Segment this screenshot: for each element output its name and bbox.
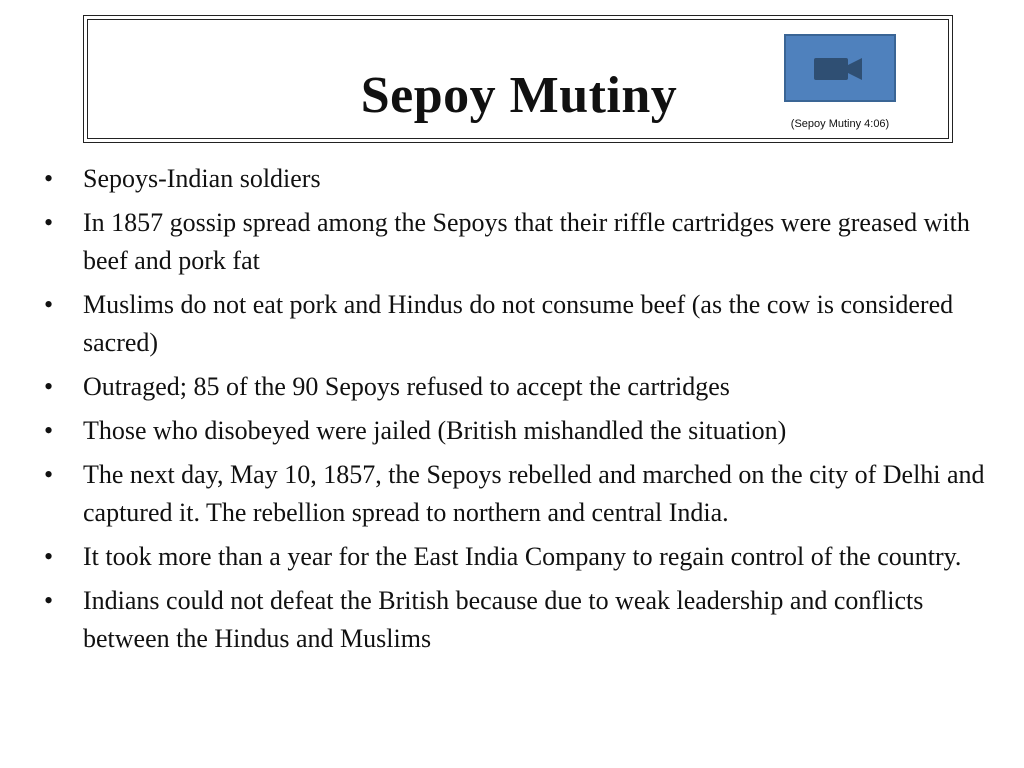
slide-title: Sepoy Mutiny [360, 67, 678, 124]
bullet-text: In 1857 gossip spread among the Sepoys that their riffle cartridges were greased with beef and pork fat [83, 208, 970, 275]
bullet-dot: • [44, 372, 54, 401]
bullet-dot: • [44, 164, 54, 193]
bullet-dot: • [44, 290, 54, 319]
video-play-button[interactable] [784, 34, 896, 102]
bullet-dot: • [44, 208, 54, 237]
bullet-text: It took more than a year for the East India Company to regain control of the country. [83, 542, 962, 571]
bullet-dot: • [44, 586, 54, 615]
bullet-item [40, 412, 990, 450]
bullet-item [40, 204, 990, 280]
bullet-item [40, 368, 990, 406]
video-camera-icon [812, 54, 868, 84]
bullet-text: Muslims do not eat pork and Hindus do not consume beef (as the cow is considered sacred) [83, 290, 954, 357]
bullet-text: The next day, May 10, 1857, the Sepoys rebelled and marched on the city of Delhi and captured it. The rebellion spread to northern and central India. [83, 460, 985, 527]
bullet-text: Sepoys-Indian soldiers [83, 164, 321, 193]
bullet-dot: • [44, 460, 54, 489]
bullet-text: Indians could not defeat the British because due to weak leadership and conflicts between the Hindus and Muslims [83, 586, 924, 653]
bullet-item [40, 538, 990, 576]
bullet-text: Those who disobeyed were jailed (British mishandled the situation) [83, 416, 787, 445]
bullet-dot: • [44, 416, 54, 445]
bullet-item [40, 456, 990, 532]
bullet-item [40, 160, 990, 198]
video-caption: (Sepoy Mutiny 4:06) [790, 118, 890, 130]
bullet-list [40, 160, 990, 664]
bullet-item [40, 286, 990, 362]
bullet-text: Outraged; 85 of the 90 Sepoys refused to accept the cartridges [83, 372, 730, 401]
bullet-item [40, 582, 990, 658]
bullet-dot: • [44, 542, 54, 571]
